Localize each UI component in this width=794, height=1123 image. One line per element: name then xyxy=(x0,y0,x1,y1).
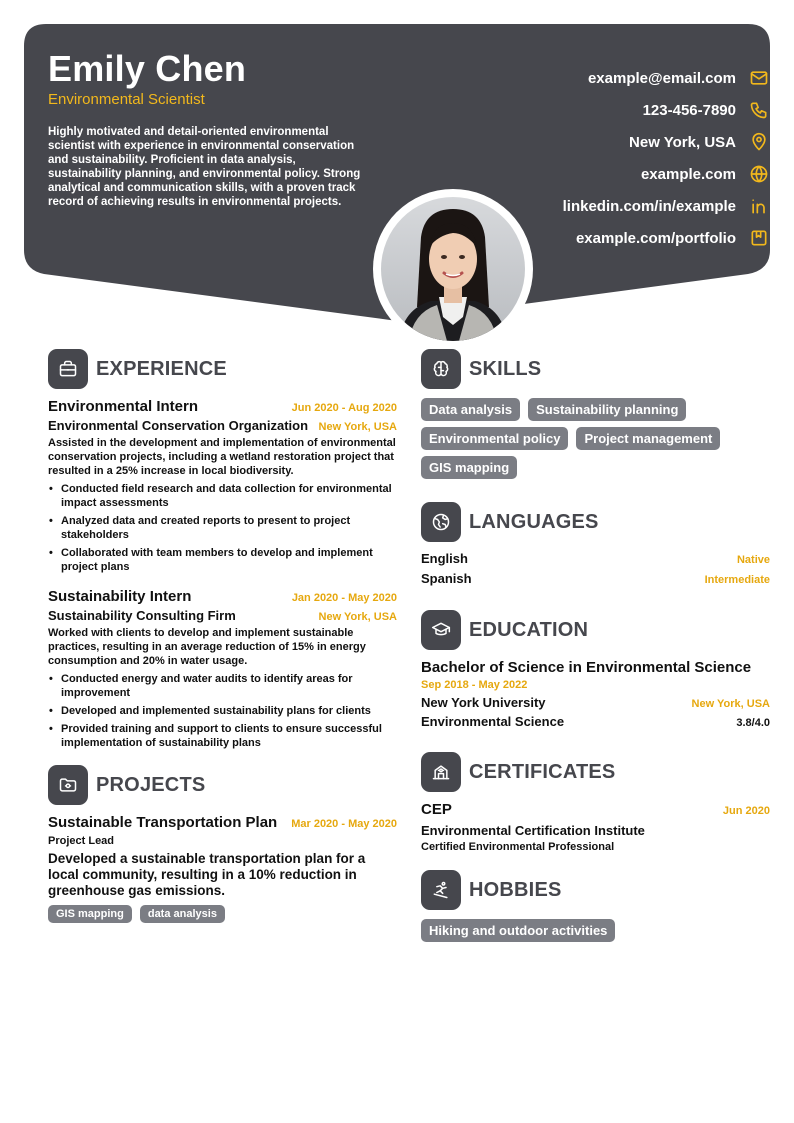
contact-portfolio-text[interactable]: example.com/portfolio xyxy=(575,229,736,247)
skill-tag: Project management xyxy=(576,427,720,450)
language-item xyxy=(421,571,770,591)
experience-item xyxy=(48,398,397,574)
skill-tag: Data analysis xyxy=(421,398,520,421)
education-school: New York University xyxy=(421,695,546,710)
skill-tag-list xyxy=(421,398,770,479)
email-icon xyxy=(748,67,770,89)
job-title: Sustainability Intern xyxy=(48,588,192,605)
job-location: New York, USA xyxy=(318,421,397,433)
job-title: Environmental Intern xyxy=(48,398,199,415)
skills-heading: SKILLS xyxy=(469,357,542,380)
brain-icon xyxy=(421,349,461,389)
skill-tag: GIS mapping xyxy=(421,456,517,479)
certificate-name: CEP xyxy=(421,801,452,818)
project-date: Mar 2020 - May 2020 xyxy=(291,818,397,830)
certificate-date: Jun 2020 xyxy=(722,805,770,817)
language-list xyxy=(421,551,770,591)
portfolio-icon xyxy=(748,227,770,249)
language-item xyxy=(421,551,770,571)
certificates-heading: CERTIFICATES xyxy=(469,760,616,783)
contact-linkedin-text[interactable]: linkedin.com/in/example xyxy=(562,197,736,215)
job-organization: Sustainability Consulting Firm xyxy=(48,608,236,623)
contact-phone-text[interactable]: 123-456-7890 xyxy=(642,101,736,119)
education-heading: EDUCATION xyxy=(469,618,589,641)
certificate-item xyxy=(421,801,770,853)
experience-item xyxy=(48,588,397,750)
job-date: Jun 2020 - Aug 2020 xyxy=(291,402,397,414)
job-bullet: • Developed and implemented sustainability plans for clients xyxy=(48,704,397,718)
languages-heading: LANGUAGES xyxy=(469,510,599,533)
contact-location-text: New York, USA xyxy=(629,133,736,151)
phone-icon xyxy=(748,99,770,121)
folder-icon xyxy=(48,765,88,805)
project-description: Developed a sustainable transportation plan for a local community, resulting in a 10% reduction in greenhouse gas emissions. xyxy=(48,851,366,898)
job-bullet-list xyxy=(48,482,397,574)
job-date: Jan 2020 - May 2020 xyxy=(291,592,397,604)
hobbies-heading: HOBBIES xyxy=(469,878,562,901)
contact-location xyxy=(470,126,770,158)
skill-tag: Sustainability planning xyxy=(528,398,686,421)
project-item xyxy=(48,814,397,923)
certificate-organization: Environmental Certification Institute xyxy=(421,823,645,838)
education-date: Sep 2018 - May 2022 xyxy=(421,679,528,691)
candidate-role: Environmental Scientist xyxy=(48,91,205,108)
contact-phone[interactable] xyxy=(470,94,770,126)
job-organization: Environmental Conservation Organization xyxy=(48,418,309,433)
experience-heading: EXPERIENCE xyxy=(96,357,227,380)
linkedin-icon xyxy=(748,195,770,217)
job-description: Worked with clients to develop and implement sustainable practices, resulting in an average reduction of 15% in energy consumption and 20% in water usage. xyxy=(48,627,366,667)
education-item xyxy=(421,659,770,729)
project-tag: data analysis xyxy=(140,905,225,923)
summary-text: Highly motivated and detail-oriented environmental scientist with experience in environmental conservation and sustainability. Proficient in data analysis, sustainability planning, and environmental policy. Strong analytical and communication skills, with a proven track record of achieving results in environmental projects. xyxy=(48,126,361,208)
language-level: Intermediate xyxy=(704,574,770,586)
job-description: Assisted in the development and implementation of environmental conservation projects, including a wetland restoration project that resulted in a 25% increase in local biodiversity. xyxy=(48,437,396,477)
profile-photo xyxy=(373,189,533,349)
projects-section-title xyxy=(48,764,397,806)
project-title: Sustainable Transportation Plan xyxy=(48,814,278,831)
experience-section-title xyxy=(48,348,397,390)
job-bullet: • Collaborated with team members to develop and implement project plans xyxy=(48,546,397,574)
job-bullet: • Provided training and support to clients to ensure successful implementation of sustainability plans xyxy=(48,722,397,750)
contact-website-text[interactable]: example.com xyxy=(640,165,736,183)
candidate-name: Emily Chen xyxy=(48,48,247,89)
hobby-tag-list xyxy=(421,919,770,942)
languages-section-title xyxy=(421,501,770,543)
education-gpa: 3.8/4.0 xyxy=(736,717,770,729)
certificate-description: Certified Environmental Professional xyxy=(421,841,615,853)
language-name: Spanish xyxy=(421,571,472,586)
world-icon xyxy=(421,502,461,542)
project-tag: GIS mapping xyxy=(48,905,132,923)
contact-email[interactable] xyxy=(470,62,770,94)
project-tags xyxy=(48,905,397,923)
projects-heading: PROJECTS xyxy=(96,773,206,796)
institution-icon xyxy=(421,752,461,792)
contact-linkedin[interactable] xyxy=(470,190,770,222)
project-role: Project Lead xyxy=(48,835,115,847)
skill-tag: Environmental policy xyxy=(421,427,568,450)
job-bullet: • Analyzed data and created reports to present to project stakeholders xyxy=(48,514,397,542)
hobby-tag: Hiking and outdoor activities xyxy=(421,919,615,942)
job-bullet-list xyxy=(48,672,397,750)
contact-email-text[interactable]: example@email.com xyxy=(587,69,736,87)
contact-website[interactable] xyxy=(470,158,770,190)
skills-section-title xyxy=(421,348,770,390)
left-column xyxy=(48,348,397,937)
skier-icon xyxy=(421,870,461,910)
hobbies-section-title xyxy=(421,869,770,911)
right-column xyxy=(421,348,770,942)
job-location: New York, USA xyxy=(318,611,397,623)
education-degree: Bachelor of Science in Environmental Science xyxy=(421,659,752,676)
education-location: New York, USA xyxy=(691,698,770,710)
job-bullet: • Conducted energy and water audits to identify areas for improvement xyxy=(48,672,397,700)
globe-icon xyxy=(748,163,770,185)
location-pin-icon xyxy=(748,131,770,153)
job-bullet: • Conducted field research and data collection for environmental impact assessments xyxy=(48,482,397,510)
certificates-section-title xyxy=(421,751,770,793)
briefcase-icon xyxy=(48,349,88,389)
language-level: Native xyxy=(736,554,770,566)
education-field: Environmental Science xyxy=(421,714,565,729)
graduation-cap-icon xyxy=(421,610,461,650)
language-name: English xyxy=(421,551,468,566)
education-section-title xyxy=(421,609,770,651)
